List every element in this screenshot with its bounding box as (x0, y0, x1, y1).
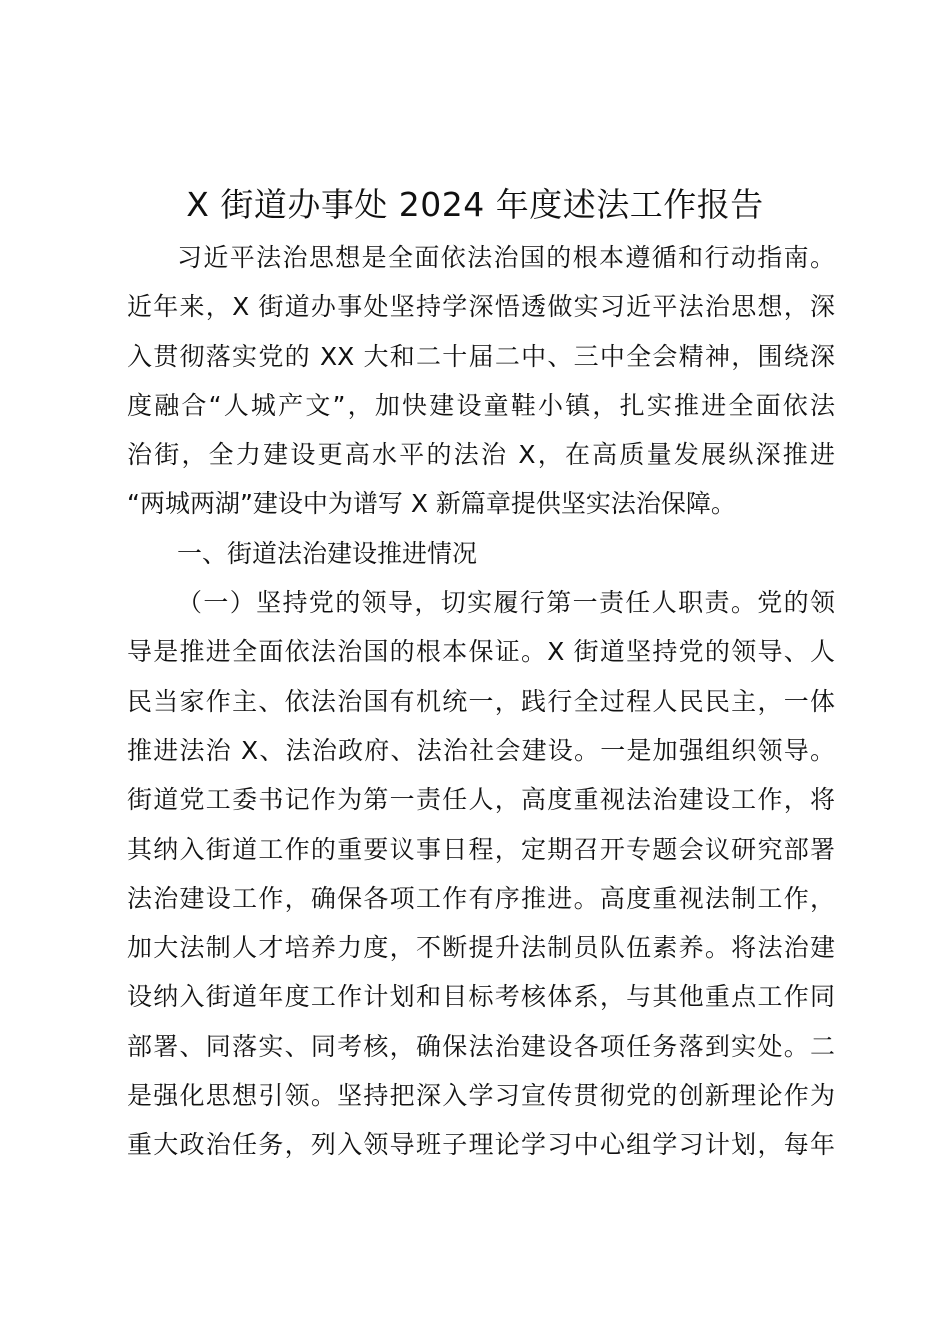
body-line: 重大政治任务，列入领导班子理论学习中心组学习计划，每年 (127, 1130, 835, 1160)
body-line: 治街，全力建设更高水平的法治 X，在高质量发展纵深推进 (127, 440, 835, 470)
body-line: 是强化思想引领。坚持把深入学习宣传贯彻党的创新理论作为 (127, 1081, 835, 1111)
document-title: X 街道办事处 2024 年度述法工作报告 (186, 185, 764, 224)
body-line: “两城两湖”建设中为谱写 X 新篇章提供坚实法治保障。 (127, 489, 736, 519)
body-line: 街道党工委书记作为第一责任人，高度重视法治建设工作，将 (127, 785, 835, 815)
body-line: 入贯彻落实党的 XX 大和二十届二中、三中全会精神，围绕深 (127, 341, 835, 371)
body-line: 加大法制人才培养力度，不断提升法制员队伍素养。将法治建 (127, 933, 835, 963)
body-line: 部署、同落实、同考核，确保法治建设各项任务落到实处。二 (127, 1031, 835, 1061)
body-line: 推进法治 X、法治政府、法治社会建设。一是加强组织领导。 (127, 735, 835, 765)
body-line: 习近平法治思想是全面依法治国的根本遵循和行动指南。 (177, 243, 835, 272)
body-line: 法治建设工作，确保各项工作有序推进。高度重视法制工作， (127, 883, 835, 913)
body-line: 导是推进全面依法治国的根本保证。X 街道坚持党的领导、人 (127, 637, 835, 667)
section-heading: 一、街道法治建设推进情况 (177, 538, 478, 568)
body-line: 度融合“人城产文”，加快建设童鞋小镇，扎实推进全面依法 (127, 390, 835, 420)
body-line: 近年来，X 街道办事处坚持学深悟透做实习近平法治思想，深 (127, 292, 835, 322)
body-line: （一）坚持党的领导，切实履行第一责任人职责。党的领 (177, 588, 835, 618)
body-line: 民当家作主、依法治国有机统一，践行全过程人民民主，一体 (127, 686, 835, 716)
body-line: 其纳入街道工作的重要议事日程，定期召开专题会议研究部署 (127, 834, 835, 864)
document-body (127, 233, 835, 1170)
body-line: 设纳入街道年度工作计划和目标考核体系，与其他重点工作同 (127, 982, 835, 1012)
